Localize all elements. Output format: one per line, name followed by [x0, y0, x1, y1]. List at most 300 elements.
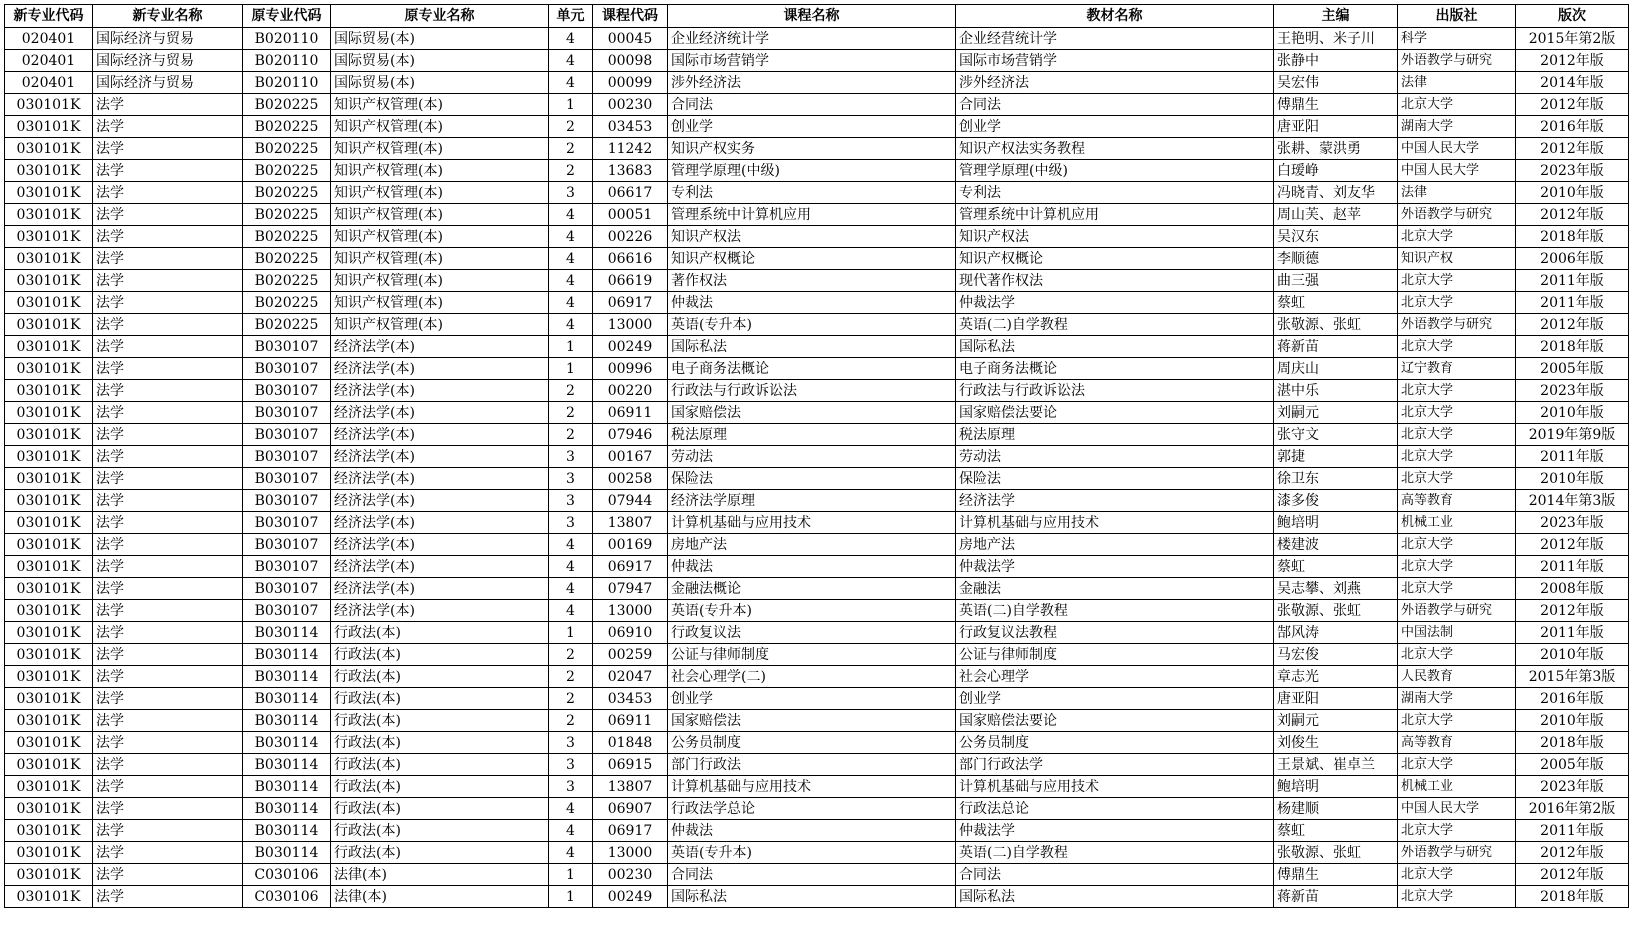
cell-editor: 杨建顺	[1274, 798, 1398, 820]
cell-new-major-code: 030101K	[5, 842, 93, 864]
cell-edition: 2019年第9版	[1516, 424, 1629, 446]
cell-edition: 2012年版	[1516, 314, 1629, 336]
cell-old-major-name: 行政法(本)	[331, 644, 549, 666]
cell-unit: 4	[549, 534, 593, 556]
cell-old-major-name: 经济法学(本)	[331, 490, 549, 512]
cell-edition: 2011年版	[1516, 556, 1629, 578]
cell-publisher: 法律	[1398, 72, 1516, 94]
cell-editor: 徐卫东	[1274, 468, 1398, 490]
cell-old-major-code: C030106	[243, 864, 331, 886]
cell-old-major-code: B030114	[243, 776, 331, 798]
cell-unit: 4	[549, 798, 593, 820]
cell-publisher: 中国人民大学	[1398, 138, 1516, 160]
cell-unit: 1	[549, 94, 593, 116]
cell-new-major-code: 030101K	[5, 490, 93, 512]
cell-new-major-name: 法学	[93, 226, 243, 248]
cell-publisher: 北京大学	[1398, 864, 1516, 886]
cell-new-major-name: 法学	[93, 578, 243, 600]
cell-textbook-name: 现代著作权法	[956, 270, 1274, 292]
table-row	[5, 446, 1629, 468]
cell-publisher: 科学	[1398, 28, 1516, 50]
cell-course-name: 创业学	[668, 116, 956, 138]
cell-edition: 2015年第3版	[1516, 666, 1629, 688]
cell-new-major-name: 法学	[93, 270, 243, 292]
cell-old-major-code: B030107	[243, 424, 331, 446]
cell-publisher: 辽宁教育	[1398, 358, 1516, 380]
cell-new-major-code: 030101K	[5, 116, 93, 138]
cell-publisher: 外语教学与研究	[1398, 314, 1516, 336]
cell-editor: 刘嗣元	[1274, 402, 1398, 424]
cell-old-major-code: B030107	[243, 336, 331, 358]
cell-course-name: 房地产法	[668, 534, 956, 556]
cell-unit: 2	[549, 710, 593, 732]
cell-old-major-name: 经济法学(本)	[331, 358, 549, 380]
cell-editor: 李顺德	[1274, 248, 1398, 270]
cell-textbook-name: 国家赔偿法要论	[956, 402, 1274, 424]
cell-old-major-code: B030107	[243, 578, 331, 600]
cell-unit: 4	[549, 600, 593, 622]
cell-unit: 4	[549, 820, 593, 842]
cell-new-major-name: 国际经济与贸易	[93, 72, 243, 94]
table-row	[5, 314, 1629, 336]
cell-course-code: 13683	[593, 160, 668, 182]
cell-textbook-name: 仲裁法学	[956, 820, 1274, 842]
cell-unit: 1	[549, 864, 593, 886]
cell-new-major-name: 法学	[93, 138, 243, 160]
cell-course-code: 13807	[593, 776, 668, 798]
cell-course-name: 电子商务法概论	[668, 358, 956, 380]
cell-course-code: 07944	[593, 490, 668, 512]
cell-textbook-name: 计算机基础与应用技术	[956, 512, 1274, 534]
cell-new-major-name: 法学	[93, 644, 243, 666]
cell-course-code: 13000	[593, 314, 668, 336]
cell-edition: 2016年版	[1516, 688, 1629, 710]
cell-course-code: 00051	[593, 204, 668, 226]
cell-course-name: 经济法学原理	[668, 490, 956, 512]
cell-course-name: 社会心理学(二)	[668, 666, 956, 688]
cell-edition: 2012年版	[1516, 94, 1629, 116]
cell-course-code: 00169	[593, 534, 668, 556]
cell-course-name: 仲裁法	[668, 292, 956, 314]
table-row	[5, 204, 1629, 226]
table-row	[5, 864, 1629, 886]
cell-new-major-name: 法学	[93, 886, 243, 908]
cell-new-major-code: 020401	[5, 72, 93, 94]
table-row	[5, 842, 1629, 864]
cell-course-code: 06915	[593, 754, 668, 776]
cell-old-major-name: 国际贸易(本)	[331, 72, 549, 94]
col-header-new-major-name: 新专业名称	[93, 5, 243, 28]
cell-edition: 2010年版	[1516, 182, 1629, 204]
table-row	[5, 402, 1629, 424]
cell-course-name: 行政法与行政诉讼法	[668, 380, 956, 402]
cell-publisher: 高等教育	[1398, 490, 1516, 512]
cell-new-major-code: 030101K	[5, 710, 93, 732]
cell-textbook-name: 涉外经济法	[956, 72, 1274, 94]
cell-old-major-name: 经济法学(本)	[331, 468, 549, 490]
cell-old-major-code: C030106	[243, 886, 331, 908]
cell-old-major-code: B020225	[243, 270, 331, 292]
cell-unit: 4	[549, 270, 593, 292]
cell-old-major-code: B030107	[243, 534, 331, 556]
cell-old-major-name: 知识产权管理(本)	[331, 204, 549, 226]
cell-old-major-name: 知识产权管理(本)	[331, 314, 549, 336]
cell-textbook-name: 公证与律师制度	[956, 644, 1274, 666]
cell-new-major-code: 030101K	[5, 160, 93, 182]
cell-edition: 2010年版	[1516, 402, 1629, 424]
cell-course-name: 仲裁法	[668, 820, 956, 842]
cell-unit: 2	[549, 666, 593, 688]
cell-edition: 2005年版	[1516, 754, 1629, 776]
cell-new-major-code: 020401	[5, 50, 93, 72]
cell-publisher: 人民教育	[1398, 666, 1516, 688]
cell-old-major-name: 行政法(本)	[331, 842, 549, 864]
cell-old-major-code: B030107	[243, 468, 331, 490]
cell-course-name: 知识产权法	[668, 226, 956, 248]
cell-old-major-name: 行政法(本)	[331, 732, 549, 754]
cell-new-major-code: 030101K	[5, 644, 93, 666]
cell-old-major-name: 行政法(本)	[331, 688, 549, 710]
cell-new-major-code: 030101K	[5, 94, 93, 116]
cell-new-major-name: 法学	[93, 116, 243, 138]
cell-old-major-code: B020110	[243, 50, 331, 72]
cell-course-name: 国际私法	[668, 886, 956, 908]
cell-course-code: 06917	[593, 820, 668, 842]
cell-edition: 2005年版	[1516, 358, 1629, 380]
table-row	[5, 182, 1629, 204]
textbook-table	[4, 4, 1629, 908]
col-header-course-name: 课程名称	[668, 5, 956, 28]
cell-editor: 鲍培明	[1274, 512, 1398, 534]
table-row	[5, 248, 1629, 270]
cell-unit: 2	[549, 160, 593, 182]
cell-old-major-code: B030114	[243, 732, 331, 754]
cell-course-name: 著作权法	[668, 270, 956, 292]
cell-new-major-name: 法学	[93, 556, 243, 578]
cell-new-major-name: 法学	[93, 380, 243, 402]
cell-course-code: 00099	[593, 72, 668, 94]
cell-old-major-name: 知识产权管理(本)	[331, 138, 549, 160]
cell-course-code: 01848	[593, 732, 668, 754]
cell-unit: 4	[549, 204, 593, 226]
cell-old-major-code: B030107	[243, 380, 331, 402]
cell-old-major-code: B020225	[243, 160, 331, 182]
cell-edition: 2012年版	[1516, 864, 1629, 886]
table-row	[5, 512, 1629, 534]
cell-publisher: 北京大学	[1398, 292, 1516, 314]
cell-edition: 2023年版	[1516, 776, 1629, 798]
cell-new-major-code: 030101K	[5, 556, 93, 578]
cell-textbook-name: 金融法	[956, 578, 1274, 600]
cell-new-major-name: 法学	[93, 512, 243, 534]
cell-edition: 2011年版	[1516, 622, 1629, 644]
cell-unit: 2	[549, 402, 593, 424]
cell-editor: 湛中乐	[1274, 380, 1398, 402]
cell-edition: 2018年版	[1516, 886, 1629, 908]
cell-edition: 2011年版	[1516, 820, 1629, 842]
cell-course-name: 英语(专升本)	[668, 842, 956, 864]
cell-textbook-name: 部门行政法学	[956, 754, 1274, 776]
cell-unit: 2	[549, 116, 593, 138]
col-header-editor: 主编	[1274, 5, 1398, 28]
cell-old-major-name: 经济法学(本)	[331, 380, 549, 402]
cell-unit: 3	[549, 512, 593, 534]
cell-course-name: 公证与律师制度	[668, 644, 956, 666]
cell-old-major-name: 经济法学(本)	[331, 402, 549, 424]
cell-course-code: 06911	[593, 402, 668, 424]
cell-textbook-name: 行政复议法教程	[956, 622, 1274, 644]
cell-new-major-code: 030101K	[5, 622, 93, 644]
cell-course-name: 管理系统中计算机应用	[668, 204, 956, 226]
cell-old-major-name: 知识产权管理(本)	[331, 182, 549, 204]
cell-publisher: 中国人民大学	[1398, 160, 1516, 182]
cell-course-name: 仲裁法	[668, 556, 956, 578]
cell-new-major-name: 法学	[93, 204, 243, 226]
cell-course-code: 00249	[593, 336, 668, 358]
table-row	[5, 424, 1629, 446]
cell-old-major-name: 行政法(本)	[331, 776, 549, 798]
cell-new-major-code: 030101K	[5, 864, 93, 886]
col-header-old-major-code: 原专业代码	[243, 5, 331, 28]
cell-course-name: 企业经济统计学	[668, 28, 956, 50]
cell-new-major-code: 030101K	[5, 182, 93, 204]
cell-course-code: 06619	[593, 270, 668, 292]
cell-textbook-name: 房地产法	[956, 534, 1274, 556]
cell-old-major-code: B030114	[243, 820, 331, 842]
cell-old-major-code: B020225	[243, 94, 331, 116]
cell-course-code: 06617	[593, 182, 668, 204]
table-body	[5, 28, 1629, 908]
table-row	[5, 292, 1629, 314]
table-row	[5, 358, 1629, 380]
cell-course-code: 00220	[593, 380, 668, 402]
cell-publisher: 机械工业	[1398, 512, 1516, 534]
table-row	[5, 380, 1629, 402]
cell-publisher: 北京大学	[1398, 468, 1516, 490]
cell-new-major-name: 国际经济与贸易	[93, 28, 243, 50]
cell-course-name: 计算机基础与应用技术	[668, 776, 956, 798]
cell-editor: 郭捷	[1274, 446, 1398, 468]
cell-textbook-name: 仲裁法学	[956, 556, 1274, 578]
col-header-unit: 单元	[549, 5, 593, 28]
cell-textbook-name: 行政法与行政诉讼法	[956, 380, 1274, 402]
cell-new-major-name: 国际经济与贸易	[93, 50, 243, 72]
cell-old-major-code: B030107	[243, 446, 331, 468]
cell-old-major-name: 经济法学(本)	[331, 512, 549, 534]
table-row	[5, 138, 1629, 160]
cell-course-name: 计算机基础与应用技术	[668, 512, 956, 534]
cell-old-major-code: B030107	[243, 358, 331, 380]
cell-new-major-code: 030101K	[5, 424, 93, 446]
cell-textbook-name: 计算机基础与应用技术	[956, 776, 1274, 798]
table-row	[5, 94, 1629, 116]
cell-textbook-name: 管理系统中计算机应用	[956, 204, 1274, 226]
cell-publisher: 北京大学	[1398, 446, 1516, 468]
cell-course-code: 06616	[593, 248, 668, 270]
cell-course-name: 行政复议法	[668, 622, 956, 644]
cell-unit: 4	[549, 842, 593, 864]
cell-old-major-code: B020225	[243, 226, 331, 248]
cell-edition: 2014年版	[1516, 72, 1629, 94]
cell-old-major-code: B030114	[243, 710, 331, 732]
cell-unit: 1	[549, 336, 593, 358]
cell-course-name: 创业学	[668, 688, 956, 710]
cell-textbook-name: 合同法	[956, 94, 1274, 116]
cell-editor: 唐亚阳	[1274, 688, 1398, 710]
cell-new-major-code: 030101K	[5, 820, 93, 842]
cell-publisher: 法律	[1398, 182, 1516, 204]
cell-course-code: 06910	[593, 622, 668, 644]
cell-old-major-name: 知识产权管理(本)	[331, 94, 549, 116]
cell-old-major-code: B020225	[243, 182, 331, 204]
cell-editor: 刘嗣元	[1274, 710, 1398, 732]
cell-publisher: 中国人民大学	[1398, 798, 1516, 820]
cell-edition: 2006年版	[1516, 248, 1629, 270]
cell-unit: 2	[549, 644, 593, 666]
cell-unit: 4	[549, 556, 593, 578]
table-row	[5, 226, 1629, 248]
cell-course-name: 专利法	[668, 182, 956, 204]
cell-new-major-name: 法学	[93, 94, 243, 116]
cell-new-major-name: 法学	[93, 732, 243, 754]
cell-course-name: 行政法学总论	[668, 798, 956, 820]
cell-new-major-code: 030101K	[5, 600, 93, 622]
col-header-textbook-name: 教材名称	[956, 5, 1274, 28]
cell-course-code: 06907	[593, 798, 668, 820]
cell-course-name: 国际私法	[668, 336, 956, 358]
cell-new-major-name: 法学	[93, 622, 243, 644]
table-row	[5, 160, 1629, 182]
cell-publisher: 北京大学	[1398, 886, 1516, 908]
cell-edition: 2012年版	[1516, 204, 1629, 226]
table-row	[5, 578, 1629, 600]
cell-textbook-name: 公务员制度	[956, 732, 1274, 754]
table-row	[5, 688, 1629, 710]
cell-editor: 漆多俊	[1274, 490, 1398, 512]
cell-textbook-name: 国际私法	[956, 336, 1274, 358]
cell-unit: 4	[549, 28, 593, 50]
cell-textbook-name: 国际市场营销学	[956, 50, 1274, 72]
cell-editor: 蔡虹	[1274, 292, 1398, 314]
cell-editor: 马宏俊	[1274, 644, 1398, 666]
cell-new-major-name: 法学	[93, 160, 243, 182]
cell-new-major-code: 030101K	[5, 292, 93, 314]
cell-old-major-name: 经济法学(本)	[331, 446, 549, 468]
cell-unit: 3	[549, 182, 593, 204]
cell-edition: 2016年版	[1516, 116, 1629, 138]
cell-new-major-code: 030101K	[5, 248, 93, 270]
cell-old-major-name: 知识产权管理(本)	[331, 292, 549, 314]
cell-old-major-name: 国际贸易(本)	[331, 28, 549, 50]
cell-editor: 蔡虹	[1274, 556, 1398, 578]
cell-old-major-name: 知识产权管理(本)	[331, 270, 549, 292]
cell-edition: 2010年版	[1516, 644, 1629, 666]
cell-publisher: 高等教育	[1398, 732, 1516, 754]
table-row	[5, 710, 1629, 732]
cell-old-major-name: 知识产权管理(本)	[331, 248, 549, 270]
cell-unit: 2	[549, 138, 593, 160]
cell-old-major-name: 知识产权管理(本)	[331, 226, 549, 248]
cell-course-code: 00230	[593, 94, 668, 116]
cell-publisher: 中国法制	[1398, 622, 1516, 644]
cell-course-code: 00045	[593, 28, 668, 50]
cell-course-name: 国家赔偿法	[668, 402, 956, 424]
cell-unit: 4	[549, 72, 593, 94]
cell-publisher: 北京大学	[1398, 336, 1516, 358]
cell-old-major-code: B030114	[243, 798, 331, 820]
cell-new-major-code: 030101K	[5, 578, 93, 600]
cell-textbook-name: 国际私法	[956, 886, 1274, 908]
cell-new-major-code: 030101K	[5, 226, 93, 248]
cell-course-name: 涉外经济法	[668, 72, 956, 94]
cell-publisher: 北京大学	[1398, 94, 1516, 116]
cell-textbook-name: 电子商务法概论	[956, 358, 1274, 380]
cell-new-major-name: 法学	[93, 534, 243, 556]
cell-new-major-name: 法学	[93, 314, 243, 336]
table-row	[5, 534, 1629, 556]
cell-edition: 2014年第3版	[1516, 490, 1629, 512]
cell-editor: 王景斌、崔卓兰	[1274, 754, 1398, 776]
cell-new-major-name: 法学	[93, 820, 243, 842]
header-row	[5, 5, 1629, 28]
cell-new-major-code: 030101K	[5, 314, 93, 336]
cell-unit: 4	[549, 226, 593, 248]
table-row	[5, 270, 1629, 292]
cell-new-major-code: 030101K	[5, 270, 93, 292]
cell-textbook-name: 国家赔偿法要论	[956, 710, 1274, 732]
table-row	[5, 644, 1629, 666]
cell-old-major-code: B030114	[243, 666, 331, 688]
cell-editor: 傅鼎生	[1274, 864, 1398, 886]
cell-publisher: 北京大学	[1398, 380, 1516, 402]
cell-course-code: 07947	[593, 578, 668, 600]
cell-publisher: 北京大学	[1398, 402, 1516, 424]
cell-editor: 吴志攀、刘燕	[1274, 578, 1398, 600]
cell-unit: 4	[549, 292, 593, 314]
cell-new-major-code: 030101K	[5, 732, 93, 754]
cell-course-name: 国际市场营销学	[668, 50, 956, 72]
cell-edition: 2012年版	[1516, 842, 1629, 864]
cell-course-code: 07946	[593, 424, 668, 446]
cell-edition: 2015年第2版	[1516, 28, 1629, 50]
cell-publisher: 北京大学	[1398, 578, 1516, 600]
cell-publisher: 北京大学	[1398, 424, 1516, 446]
cell-editor: 楼建波	[1274, 534, 1398, 556]
cell-old-major-name: 行政法(本)	[331, 622, 549, 644]
cell-old-major-code: B020110	[243, 28, 331, 50]
table-row	[5, 600, 1629, 622]
cell-publisher: 知识产权	[1398, 248, 1516, 270]
cell-old-major-name: 经济法学(本)	[331, 556, 549, 578]
cell-editor: 白瑷峥	[1274, 160, 1398, 182]
cell-old-major-code: B020225	[243, 248, 331, 270]
cell-course-name: 知识产权实务	[668, 138, 956, 160]
cell-new-major-name: 法学	[93, 776, 243, 798]
cell-editor: 蒋新苗	[1274, 336, 1398, 358]
table-row	[5, 336, 1629, 358]
cell-editor: 张敬源、张虹	[1274, 600, 1398, 622]
cell-unit: 4	[549, 50, 593, 72]
cell-course-name: 税法原理	[668, 424, 956, 446]
cell-new-major-code: 030101K	[5, 776, 93, 798]
cell-new-major-code: 030101K	[5, 358, 93, 380]
cell-edition: 2011年版	[1516, 270, 1629, 292]
cell-old-major-code: B030114	[243, 688, 331, 710]
cell-new-major-name: 法学	[93, 710, 243, 732]
cell-old-major-code: B020110	[243, 72, 331, 94]
cell-editor: 吴宏伟	[1274, 72, 1398, 94]
cell-course-code: 00996	[593, 358, 668, 380]
